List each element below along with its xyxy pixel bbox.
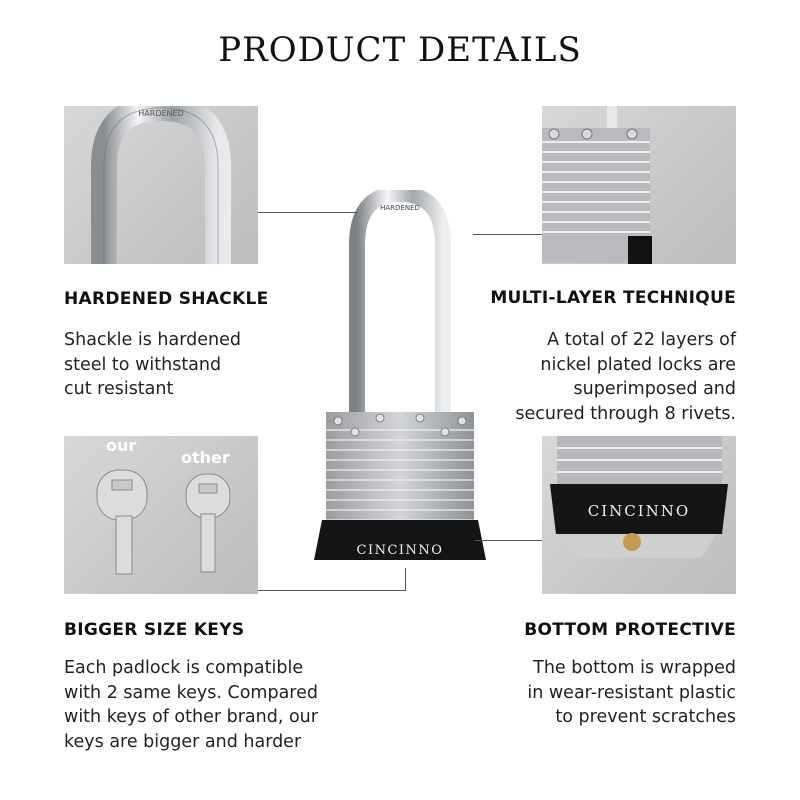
- shackle-stamp-text: HARDENED: [380, 204, 420, 212]
- heading-hardened-shackle: HARDENED SHACKLE: [64, 289, 269, 309]
- keys-comparison-image: [64, 436, 258, 594]
- shackle-closeup-image: [64, 106, 258, 264]
- svg-text:HARDENED: HARDENED: [138, 109, 184, 118]
- heading-multi-layer: MULTI-LAYER TECHNIQUE: [490, 288, 736, 308]
- bottom-brand-text: CINCINNO: [587, 502, 691, 520]
- key-label-other: other: [181, 448, 230, 467]
- page-title: PRODUCT DETAILS: [218, 30, 582, 70]
- connector-layers: [473, 234, 542, 235]
- padlock-image: [300, 190, 500, 580]
- connector-bottom: [475, 540, 542, 541]
- layers-closeup-image: [542, 106, 736, 264]
- heading-bottom-protective: BOTTOM PROTECTIVE: [524, 620, 736, 640]
- connector-keys: [258, 590, 406, 591]
- padlock-brand-text: CINCINNO: [356, 543, 444, 558]
- desc-hardened-shackle: Shackle is hardened steel to withstand cut resistant: [64, 330, 241, 399]
- desc-bigger-keys: Each padlock is compatible with 2 same keys. Compared with keys of other brand, our keys are bigger and harder: [64, 658, 318, 752]
- bottom-closeup-image: [542, 436, 736, 594]
- heading-bigger-keys: BIGGER SIZE KEYS: [64, 620, 245, 640]
- connector-shackle: [258, 212, 358, 213]
- connector-keys-vertical: [405, 568, 406, 591]
- desc-bottom-protective: The bottom is wrapped in wear-resistant plastic to prevent scratches: [527, 658, 736, 727]
- key-label-our: our: [106, 436, 137, 455]
- desc-multi-layer: A total of 22 layers of nickel plated locks are superimposed and secured through 8 rivets.: [515, 330, 736, 424]
